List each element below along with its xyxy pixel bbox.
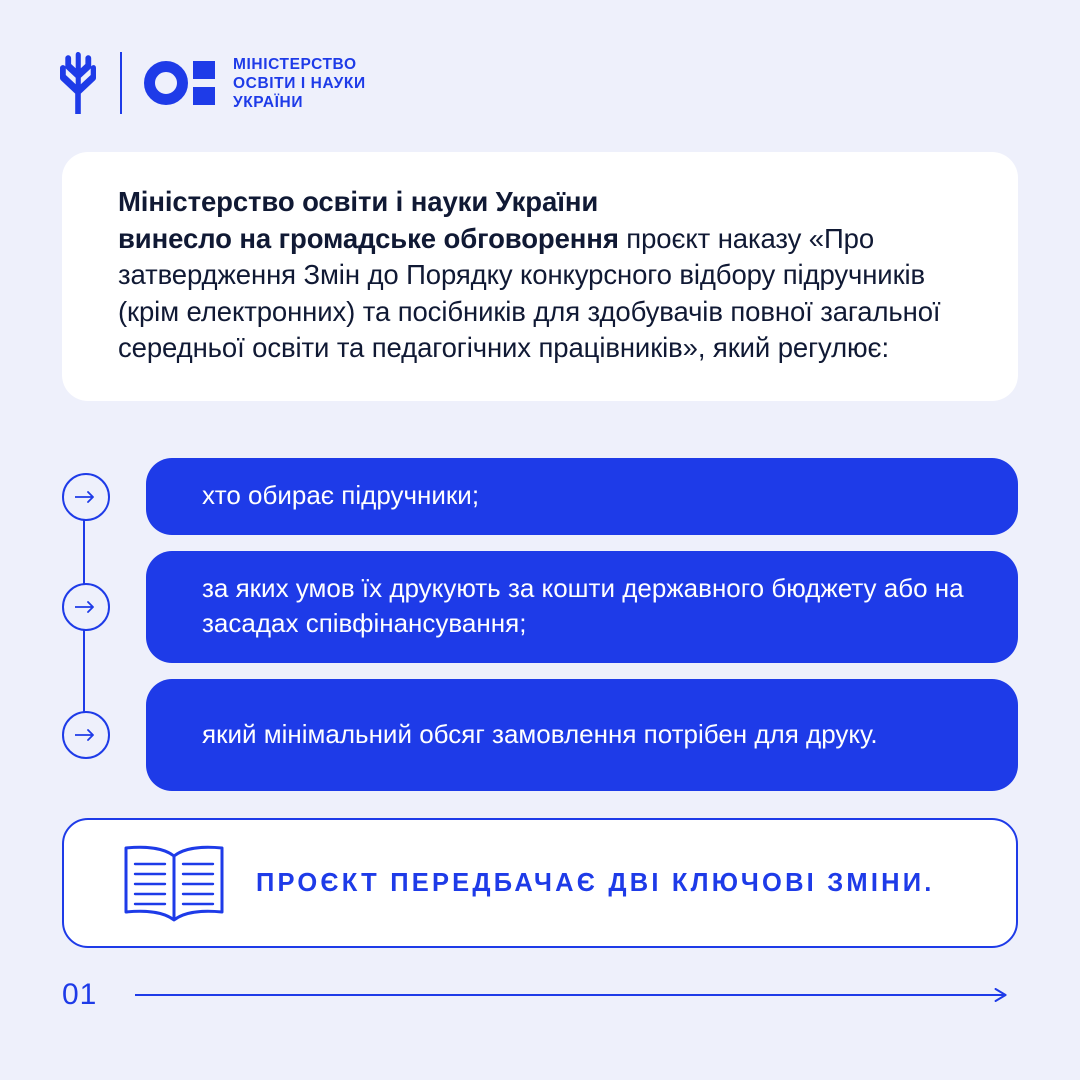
arrow-right-icon (62, 583, 110, 631)
highlight-card (62, 818, 1018, 948)
intro-bold-line-1: Міністерство освіти і науки України (118, 186, 599, 217)
footer-arrow-icon (135, 988, 1018, 1002)
open-book-icon (120, 840, 228, 926)
list-item-pill-1: хто обирає підручники; (146, 458, 1018, 535)
regulation-list (62, 458, 1018, 807)
arrow-right-icon (62, 711, 110, 759)
intro-paragraph (118, 184, 978, 367)
intro-rest: проєкт наказу «Про затвердження Змін до Порядку конкурсного відбору підручників (крім електронних) та посібників для здобувачів повної загальної середньої освіти та педагогічних працівників», який регулює: (118, 222, 941, 363)
intro-card (62, 152, 1018, 401)
footer (62, 978, 1018, 1012)
brand-header (60, 48, 366, 118)
brand-name-line-3: УКРАЇНИ (233, 93, 304, 111)
page-number: 01 (62, 978, 98, 1011)
brand-name (233, 55, 366, 112)
logo-bars-icon (193, 61, 215, 105)
list-item-pill-2: за яких умов їх друкують за кошти державного бюджету або на засадах співфінансування; (146, 551, 1018, 663)
intro-bold-line-2: винесло на громадське обговорення (118, 222, 619, 254)
list-item-pill-3: який мінімальний обсяг замовлення потрібен для друку. (146, 679, 1018, 791)
highlight-text: ПРОЄКТ ПЕРЕДБАЧАЄ ДВІ КЛЮЧОВІ ЗМІНИ. (256, 869, 935, 897)
brand-name-line-1: МІНІСТЕРСТВО (233, 55, 357, 73)
brand-name-line-2: ОСВІТИ І НАУКИ (233, 74, 366, 92)
trident-emblem-icon (60, 52, 96, 114)
list-item (62, 679, 1018, 791)
logo-circle-icon (144, 61, 188, 105)
mon-logo-mark (144, 61, 215, 105)
list-item (62, 458, 1018, 535)
logo-divider (120, 52, 122, 114)
list-item (62, 551, 1018, 663)
arrow-right-icon (62, 473, 110, 521)
